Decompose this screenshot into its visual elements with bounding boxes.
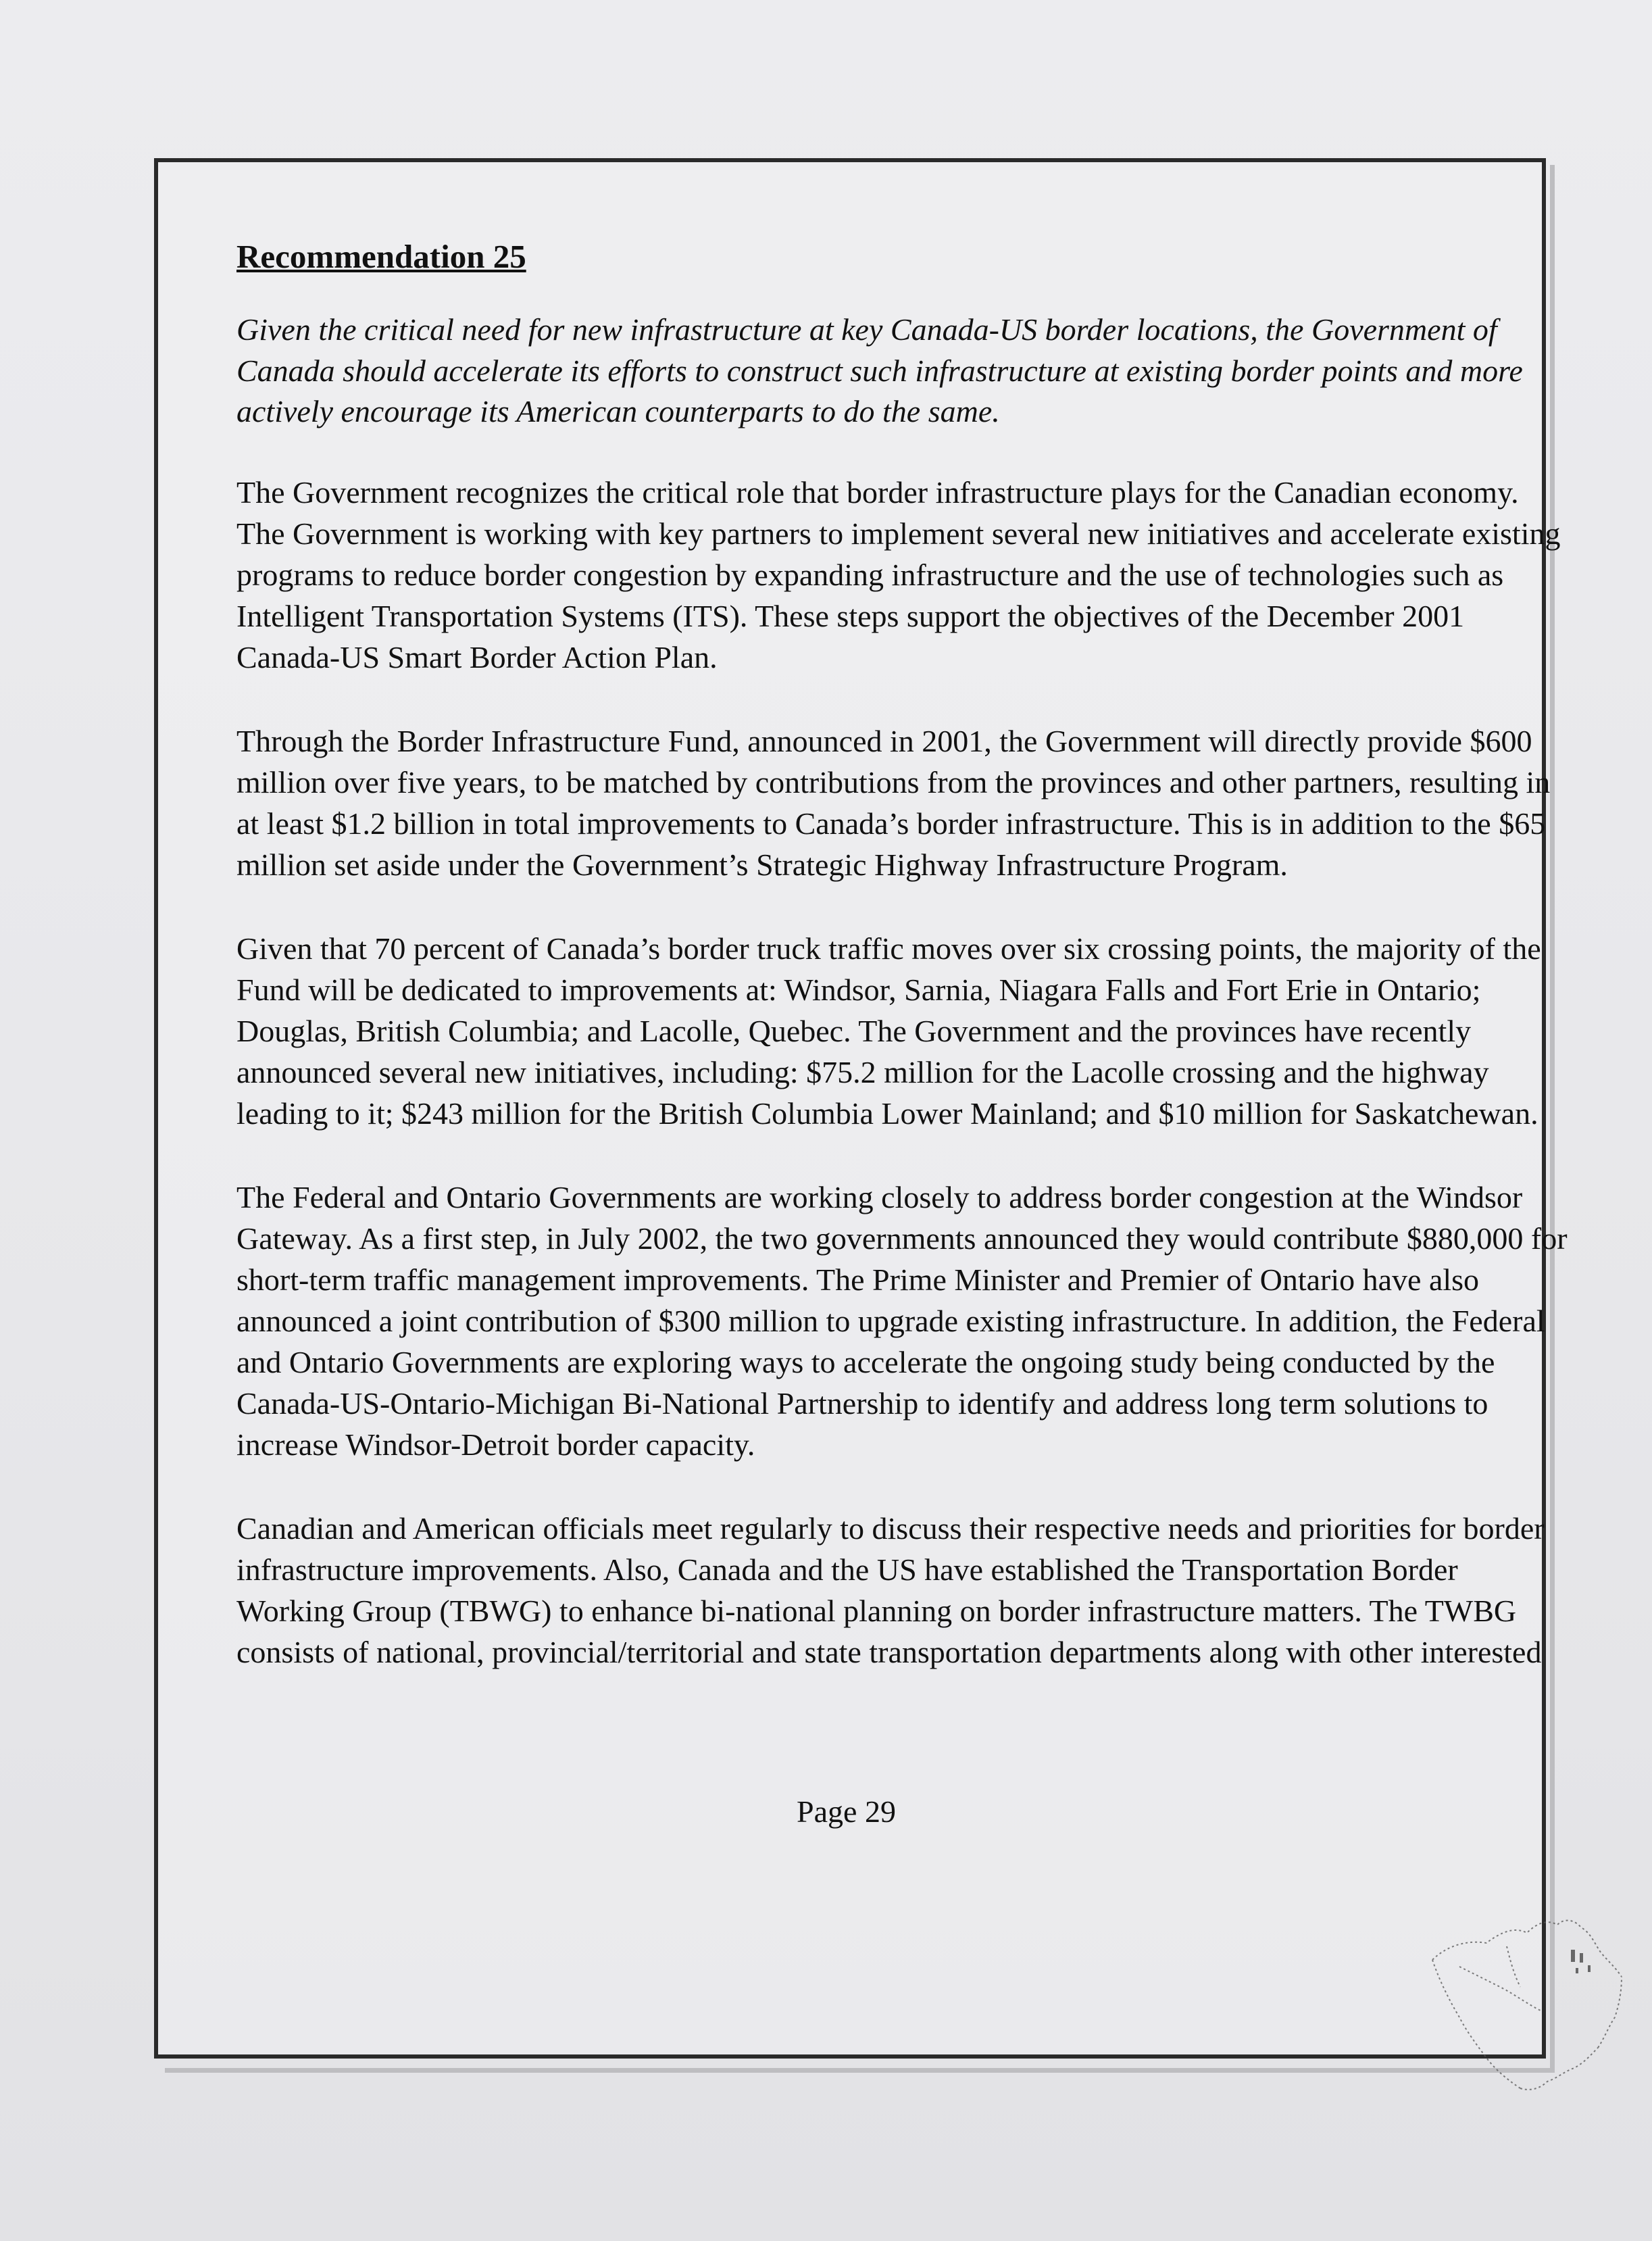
paragraph-1: The Government recognizes the critical role that border infrastructure plays for the Canadian economy. The Government is working with key partners to implement several new initiatives and accelerate existing programs to reduce border congestion by expanding infrastructure and the use of technologies such as Intelligent Transportation Systems (ITS). These steps support the objectives of the December 2001 Canada-US Smart Border Action Plan. (236, 474, 1561, 674)
recommendation-heading: Recommendation 25 (236, 238, 526, 275)
page-number: Page 29 (797, 1794, 896, 1829)
document-body (85, 237, 1568, 1673)
north-america-map-icon (1419, 1886, 1635, 2109)
paragraph-2: Through the Border Infrastructure Fund, announced in 2001, the Government will directly provide $600 million over five years, to be matched by contributions from the provinces and other partners, resulting in at least $1.2 billion in total improvements to Canada’s border infrastructure. This is in addition to the $65 million set aside under the Government’s Strategic Highway Infrastructure Program. (236, 723, 1551, 882)
paragraph-5: Canadian and American officials meet regularly to discuss their respective needs and priorities for border infrastructure improvements. Also, Canada and the US have established the Transportation Border Working Group (TBWG) to enhance bi-national planning on border infrastructure matters. The TWBG consists of national, provincial/territorial and state transportation departments along with other interested (236, 1510, 1545, 1669)
recommendation-text: Given the critical need for new infrastructure at key Canada-US border locations, the Government of Canada should accelerate its efforts to construct such infrastructure at existing border points and more actively encourage its American counterparts to do the same. (236, 312, 1523, 428)
paragraph-3: Given that 70 percent of Canada’s border truck traffic moves over six crossing points, the majority of the Fund will be dedicated to improvements at: Windsor, Sarnia, Niagara Falls and Fort Erie in Ontario; Douglas, British Columbia; and Lacolle, Quebec. The Government and the provinces have recently announced several new initiatives, including: $75.2 million for the Lacolle crossing and the highway leading to it; $243 million for the British Columbia Lower Mainland; and $10 million for Saskatchewan. (236, 931, 1541, 1131)
paragraph-4: The Federal and Ontario Governments are working closely to address border congestion at the Windsor Gateway. As a first step, in July 2002, the two governments announced they would contribute $880,000 for short-term traffic management improvements. The Prime Minister and Premier of Ontario have also announced a joint contribution of $300 million to upgrade existing infrastructure. In addition, the Federal and Ontario Governments are exploring ways to accelerate the ongoing study being conducted by the Canada-US-Ontario-Michigan Bi-National Partnership to identify and address long term solutions to increase Windsor-Detroit border capacity. (236, 1179, 1568, 1462)
